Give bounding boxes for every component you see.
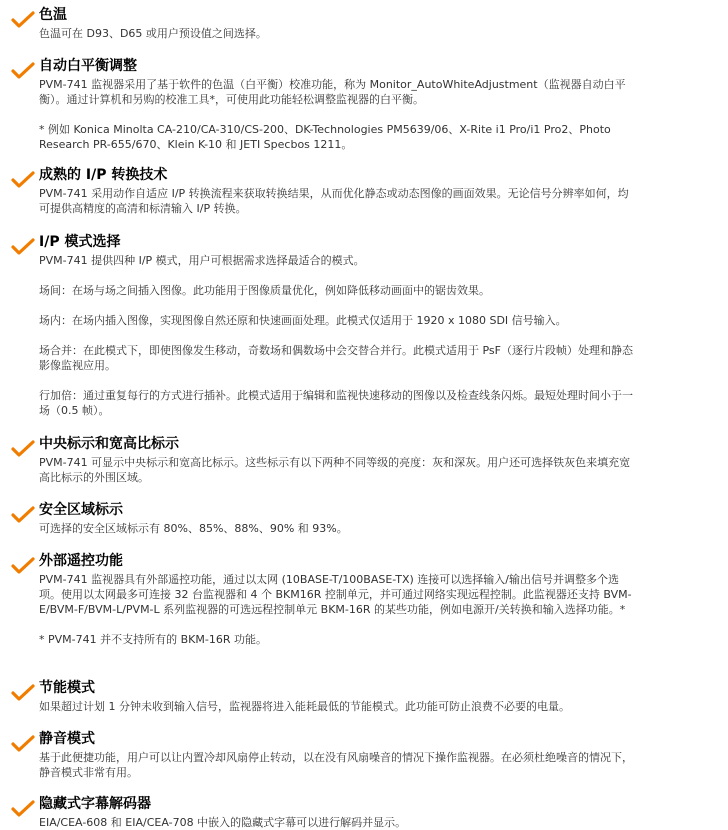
feature-paragraph: 基于此便捷功能，用户可以让内置冷却风扇停止转动，以在没有风扇噪音的情况下操作监视器。在必须杜绝噪音的情况下，静音模式非常有用。 [39,751,633,779]
feature-description [39,253,639,418]
checkmark-icon [11,735,35,753]
feature-footnote: * PVM-741 并不支持所有的 BKM-16R 功能。 [39,633,267,646]
feature-paragraph: 如果超过计划 1 分钟未收到输入信号，监视器将进入能耗最低的节能模式。此功能可防止浪费不必要的电量。 [39,700,570,713]
feature-description [39,750,639,780]
feature-description [39,26,639,41]
feature-description [39,521,639,536]
feature-paragraph: PVM-741 提供四种 I/P 模式，用户可根据需求选择最适合的模式。 [39,254,365,267]
feature-paragraph: 场合并：在此模式下，即使图像发生移动，奇数场和偶数场中会交替合并行。此模式适用于 PsF（逐行片段帧）处理和静态影像监视应用。 [39,344,633,372]
checkmark-icon [11,171,35,189]
feature-description [39,77,639,152]
feature-title: 成熟的 I/P 转换技术 [39,167,168,183]
feature-title: 自动白平衡调整 [39,58,137,74]
feature-title: 静音模式 [39,731,95,747]
feature-paragraph: 场内：在场内插入图像，实现图像自然还原和快速画面处理。此模式仅适用于 1920 x 1080 SDI 信号输入。 [39,314,567,327]
checkmark-icon [11,238,35,256]
feature-paragraph: PVM-741 可显示中央标示和宽高比标示。这些标示有以下两种不同等级的亮度：灰和深灰。用户还可选择铁灰色来填充宽高比标示的外围区域。 [39,456,631,484]
checkmark-icon [11,506,35,524]
feature-paragraph: PVM-741 采用动作自适应 I/P 转换流程来获取转换结果，从而优化静态或动态图像的画面效果。无论信号分辨率如何，均可提供高精度的高清和标清输入 I/P 转换。 [39,187,629,215]
feature-title: 节能模式 [39,680,95,696]
checkmark-icon [11,557,35,575]
feature-title: 隐藏式字幕解码器 [39,796,151,812]
feature-paragraph: 场间：在场与场之间插入图像。此功能用于图像质量优化，例如降低移动画面中的锯齿效果。 [39,284,490,297]
feature-description [39,699,639,714]
checkmark-icon [11,800,35,818]
feature-description [39,572,639,647]
feature-title: 中央标示和宽高比标示 [39,436,179,452]
feature-title: 安全区域标示 [39,502,123,518]
feature-paragraph: EIA/CEA-608 和 EIA/CEA-708 中嵌入的隐藏式字幕可以进行解码并显示。 [39,816,407,829]
feature-paragraph: 行加倍：通过重复每行的方式进行插补。此模式适用于编辑和监视快速移动的图像以及检查线条闪烁。最短处理时间小于一场（0.5 帧）。 [39,389,633,417]
feature-description [39,455,639,485]
feature-footnote: * 例如 Konica Minolta CA-210/CA-310/CS-200、DK-Technologies PM5639/06、X-Rite i1 Pro/i1 Pro2、Photo Research PR-655/670、Klein K-10 和 JETI Specbos 1211。 [39,123,611,151]
feature-paragraph: 色温可在 D93、D65 或用户预设值之间选择。 [39,27,267,40]
feature-title: 色温 [39,7,67,23]
feature-description [39,186,639,216]
feature-paragraph: PVM-741 监视器采用了基于软件的色温（白平衡）校准功能，称为 Monitor_AutoWhiteAdjustment（监视器自动白平衡）。通过计算机和另购的校准工具*，可使用此功能轻松调整监视器的白平衡。 [39,78,626,106]
checkmark-icon [11,684,35,702]
checkmark-icon [11,440,35,458]
feature-paragraph: PVM-741 监视器具有外部遥控功能，通过以太网 (10BASE-T/100BASE-TX) 连接可以选择输入/输出信号并调整多个选项。使用以太网最多可连接 32 台监视器和 4 个 BKM16R 控制单元，并可通过网络实现远程控制。此监视器还支持 BVM-E/BVM-F/BVM-L/PVM-L 系列监视器的可选远程控制单元 BKM-16R 的某些功能，例如电源开/关转换和输入选择功能。* [39,573,632,616]
checkmark-icon [11,11,35,29]
feature-title: I/P 模式选择 [39,234,121,250]
feature-title: 外部遥控功能 [39,553,123,569]
feature-paragraph: 可选择的安全区域标示有 80%、85%、88%、90% 和 93%。 [39,522,348,535]
feature-description [39,815,639,830]
checkmark-icon [11,62,35,80]
